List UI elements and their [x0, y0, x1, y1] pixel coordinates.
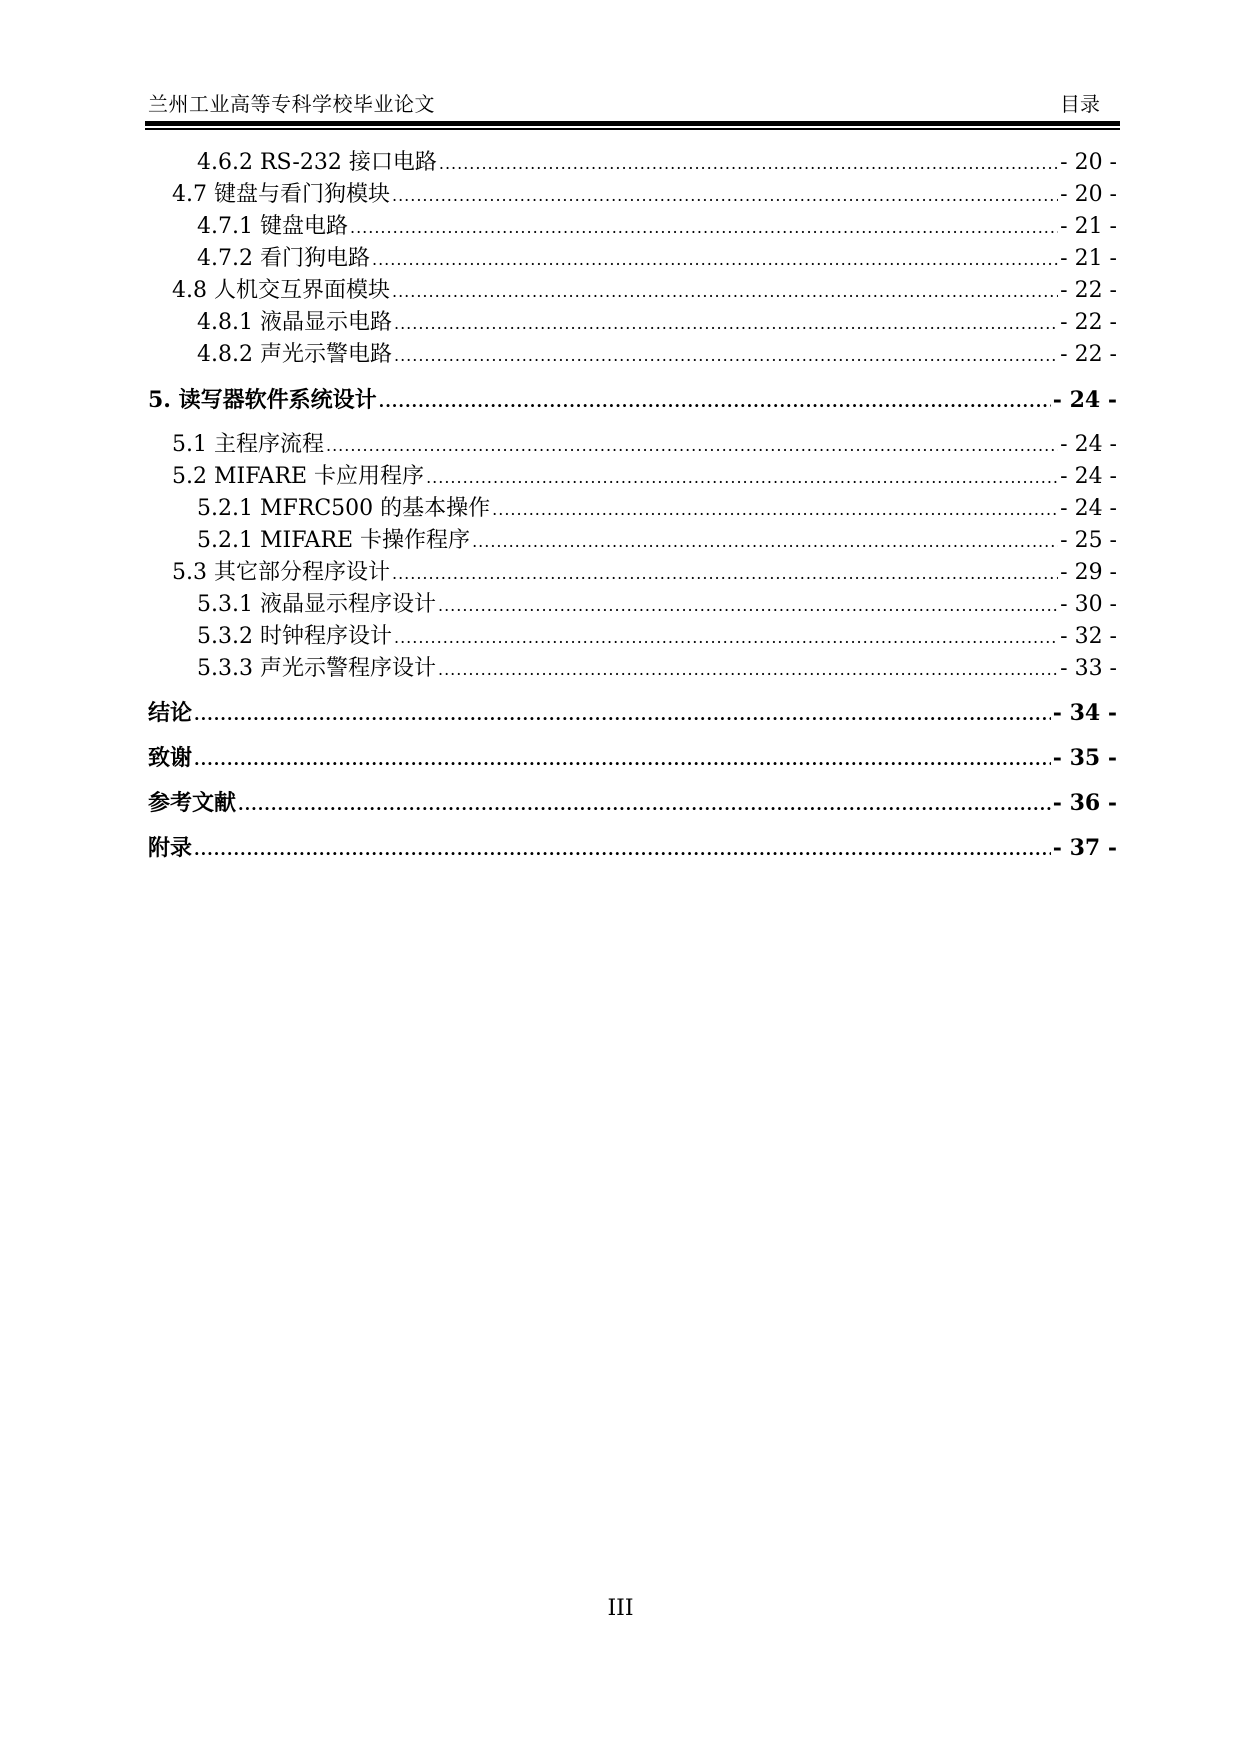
toc-entry-5-1[interactable]: [172, 430, 1117, 460]
toc-entry-5-3-2[interactable]: [197, 622, 1117, 652]
toc-page-number: - 20 -: [1060, 150, 1117, 175]
toc-dot-leader: [439, 149, 1058, 179]
toc-entry-5-2[interactable]: [172, 462, 1117, 492]
toc-dot-leader: [372, 245, 1058, 275]
header-title: 兰州工业高等专科学校毕业论文: [148, 92, 435, 116]
toc-entry-title: 5.3 其它部分程序设计: [172, 560, 390, 585]
toc-entry-title: 4.7.1 键盘电路: [197, 214, 348, 239]
toc-page-number: - 37 -: [1052, 835, 1117, 861]
toc-page-number: - 22 -: [1060, 342, 1117, 367]
toc-entry-title: 4.8.1 液晶显示电路: [197, 310, 392, 335]
toc-entry-title: 5.3.3 声光示警程序设计: [197, 656, 436, 681]
toc-entry-title: 4.7 键盘与看门狗模块: [172, 182, 390, 207]
toc-entry-title: 4.7.2 看门狗电路: [197, 246, 370, 271]
toc-dot-leader: [438, 655, 1058, 685]
toc-page-number: - 21 -: [1060, 246, 1117, 271]
toc-page-number: - 35 -: [1052, 745, 1117, 771]
toc-dot-leader: [426, 463, 1058, 493]
toc-entry-title: 附录: [148, 835, 193, 861]
toc-entry-title: 5.2 MIFARE 卡应用程序: [172, 464, 425, 489]
page-number: III: [607, 1596, 634, 1621]
toc-dot-leader: [392, 277, 1058, 307]
toc-page-number: - 20 -: [1060, 182, 1117, 207]
toc-dot-leader: [438, 591, 1058, 621]
toc-entry-title: 致谢: [148, 745, 193, 771]
toc-dot-leader: [394, 623, 1058, 653]
page-header: [148, 88, 1118, 118]
toc-entry-5[interactable]: [148, 385, 1117, 415]
toc-page-number: - 24 -: [1052, 387, 1117, 413]
toc-dot-leader: [350, 213, 1058, 243]
toc-entry-5-3[interactable]: [172, 558, 1117, 588]
toc-entry-title: 4.8 人机交互界面模块: [172, 278, 390, 303]
toc-entry-4-7[interactable]: [172, 180, 1117, 210]
toc-dot-leader: [392, 559, 1058, 589]
toc-entry-5-2-1-b[interactable]: [197, 526, 1117, 556]
toc-entry-title: 5.3.1 液晶显示程序设计: [197, 592, 436, 617]
toc-page-number: - 22 -: [1060, 278, 1117, 303]
toc-dot-leader: [394, 309, 1058, 339]
toc-entry-4-6-2[interactable]: [197, 148, 1117, 178]
header-rule-thin: [145, 128, 1120, 130]
header-section: 目录: [1060, 92, 1100, 116]
toc-entry-5-3-1[interactable]: [197, 590, 1117, 620]
toc-entry-acknowledgements[interactable]: [148, 743, 1117, 773]
toc-page-number: - 24 -: [1060, 496, 1117, 521]
toc-dot-leader: [492, 495, 1058, 525]
toc-entry-title: 5.2.1 MFRC500 的基本操作: [197, 496, 491, 521]
toc-entry-4-7-1[interactable]: [197, 212, 1117, 242]
toc-entry-title: 5. 读写器软件系统设计: [148, 387, 377, 413]
toc-page-number: - 36 -: [1052, 790, 1117, 816]
toc-entry-5-3-3[interactable]: [197, 654, 1117, 684]
toc-page-number: - 21 -: [1060, 214, 1117, 239]
toc-page-number: - 24 -: [1060, 464, 1117, 489]
toc-dot-leader: [394, 341, 1058, 371]
toc-entry-title: 5.2.1 MIFARE 卡操作程序: [197, 528, 471, 553]
toc-entry-appendix[interactable]: [148, 833, 1117, 863]
toc-entry-conclusion[interactable]: [148, 698, 1117, 728]
toc-entry-title: 4.6.2 RS-232 接口电路: [197, 150, 437, 175]
toc-page-number: - 33 -: [1060, 656, 1117, 681]
toc-entry-5-2-1-a[interactable]: [197, 494, 1117, 524]
toc-dot-leader: [326, 431, 1058, 461]
toc-entry-title: 参考文献: [148, 790, 237, 816]
toc-dot-leader: [392, 181, 1058, 211]
toc-page-number: - 32 -: [1060, 624, 1117, 649]
toc-page-number: - 24 -: [1060, 432, 1117, 457]
toc-page-number: - 25 -: [1060, 528, 1117, 553]
toc-entry-title: 结论: [148, 700, 193, 726]
toc-entry-4-8-2[interactable]: [197, 340, 1117, 370]
toc-entry-title: 4.8.2 声光示警电路: [197, 342, 392, 367]
toc-page-number: - 29 -: [1060, 560, 1117, 585]
toc-dot-leader: [194, 745, 1051, 775]
toc-page-number: - 22 -: [1060, 310, 1117, 335]
toc-entry-title: 5.3.2 时钟程序设计: [197, 624, 392, 649]
toc-page-number: - 34 -: [1052, 700, 1117, 726]
toc-entry-title: 5.1 主程序流程: [172, 432, 324, 457]
toc-dot-leader: [194, 835, 1051, 865]
toc-entry-4-8-1[interactable]: [197, 308, 1117, 338]
header-rule-thick: [145, 121, 1120, 126]
toc-entry-references[interactable]: [148, 788, 1117, 818]
toc-page-number: - 30 -: [1060, 592, 1117, 617]
toc-dot-leader: [194, 700, 1051, 730]
toc-dot-leader: [238, 790, 1051, 820]
toc-entry-4-8[interactable]: [172, 276, 1117, 306]
toc-entry-4-7-2[interactable]: [197, 244, 1117, 274]
toc-dot-leader: [472, 527, 1058, 557]
toc-dot-leader: [379, 387, 1051, 417]
